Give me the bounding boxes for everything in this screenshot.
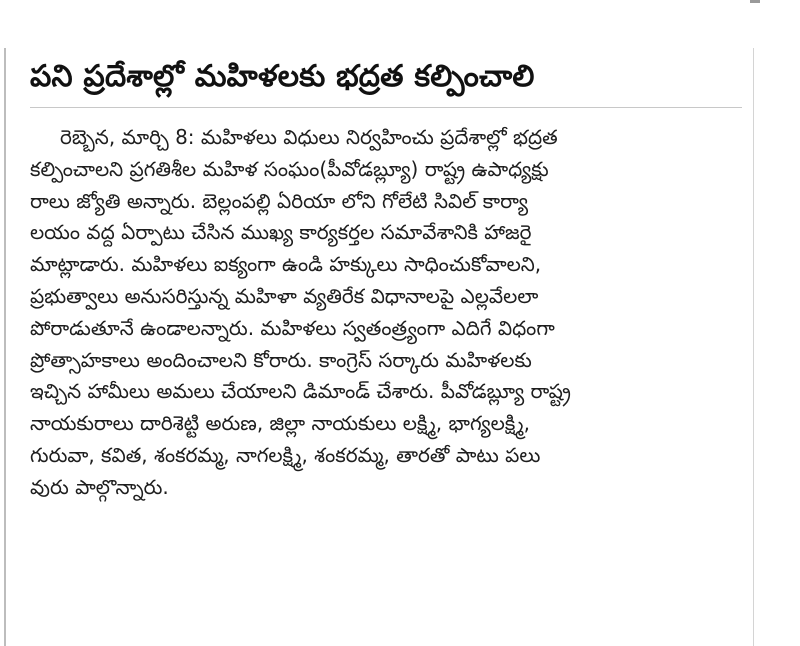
page-corner-mark xyxy=(750,0,760,3)
body-line: వురు పాల్గొన్నారు. xyxy=(30,474,169,499)
body-line: ఇచ్చిన హామీలు అమలు చేయాలని డిమాండ్ చేశారు. పీవోడబ్ల్యూ రాష్ట్ర xyxy=(30,379,571,404)
headline-divider xyxy=(30,107,742,108)
left-column-rule xyxy=(4,48,6,646)
article-body xyxy=(30,122,742,504)
body-line: లయం వద్ద ఏర్పాటు చేసిన ముఖ్య కార్యకర్తల సమావేశానికి హాజరై xyxy=(30,220,532,245)
body-line: రాలు జ్యోతి అన్నారు. బెల్లంపల్లి ఏరియా లోని గోలేటి సివిల్ కార్యా xyxy=(30,188,528,213)
news-article xyxy=(30,55,742,504)
body-line: పోరాడుతూనే ఉండాలన్నారు. మహిళలు స్వతంత్ర్యంగా ఎదిగే విధంగా xyxy=(30,315,555,340)
body-line: కల్పించాలని ప్రగతిశీల మహిళ సంఘం(పీవోడబ్ల్యూ) రాష్ట్ర ఉపాధ్యక్షు xyxy=(30,156,549,181)
body-line: గురువా, కవిత, శంకరమ్మ, నాగలక్ష్మి, శంకరమ్మ, తారతో పాటు పలు xyxy=(30,442,541,467)
body-line: ప్రభుత్వాలు అనుసరిస్తున్న మహిళా వ్యతిరేక విధానాలపై ఎల్లవేలలా xyxy=(30,283,539,308)
body-line: మాట్లాడారు. మహిళలు ఐక్యంగా ఉండి హక్కులు సాధించుకోవాలని, xyxy=(30,252,542,277)
article-headline: పని ప్రదేశాల్లో మహిళలకు భద్రత కల్పించాలి xyxy=(30,59,535,94)
body-line: ప్రోత్సాహకాలు అందించాలని కోరారు. కాంగ్రెస్ సర్కారు మహిళలకు xyxy=(30,347,532,372)
body-line: నాయకురాలు దారిశెట్టి అరుణ, జిల్లా నాయకులు లక్ష్మి, భాగ్యలక్ష్మి, xyxy=(30,411,531,436)
right-column-rule xyxy=(753,48,754,646)
body-line: రెబ్బెన, మార్చి 8: మహిళలు విధులు నిర్వహించు ప్రదేశాల్లో భద్రత xyxy=(60,125,558,149)
